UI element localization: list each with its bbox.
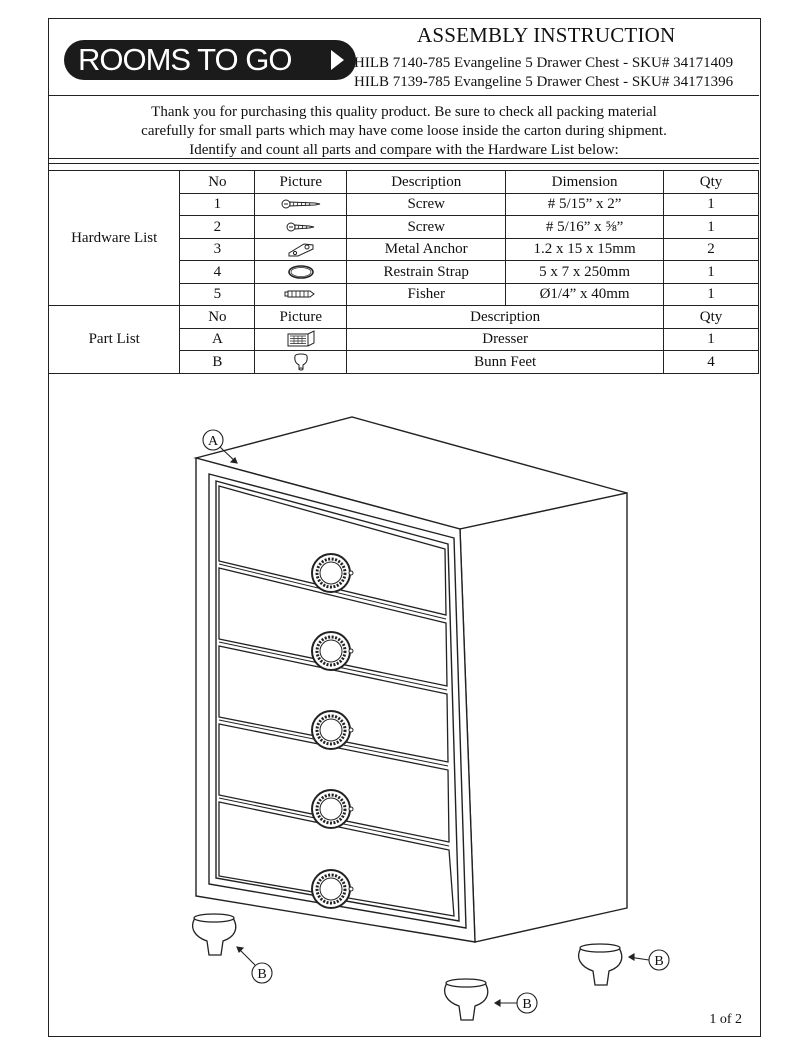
col-picture: Picture <box>255 171 347 194</box>
col-no: No <box>180 306 255 329</box>
fisher-icon <box>255 283 347 306</box>
bunn-foot-icon <box>255 351 347 374</box>
page-title: ASSEMBLY INSTRUCTION <box>417 23 676 47</box>
row-dimension: 5 x 7 x 250mm <box>506 261 664 284</box>
row-no: 3 <box>180 238 255 261</box>
row-dimension: # 5/15” x 2” <box>506 193 664 216</box>
long-screw-icon <box>255 193 347 216</box>
intro-line-1: Thank you for purchasing this quality product. Be sure to check all packing material <box>151 104 657 120</box>
row-no: 4 <box>180 261 255 284</box>
row-no: B <box>180 351 255 374</box>
row-no: 5 <box>180 283 255 306</box>
dresser-illustration <box>49 381 759 1031</box>
row-description: Screw <box>347 193 506 216</box>
header <box>49 19 759 96</box>
row-qty: 4 <box>664 351 759 374</box>
hardware-list-label: Hardware List <box>49 171 180 306</box>
intro-line-2: carefully for small parts which may have come loose inside the carton during shipment. <box>141 123 667 139</box>
play-arrow-icon <box>331 50 344 70</box>
row-dimension: 1.2 x 15 x 15mm <box>506 238 664 261</box>
row-qty: 1 <box>664 328 759 351</box>
dresser-icon <box>255 328 347 351</box>
sku-line-2: HILB 7139-785 Evangeline 5 Drawer Chest - SKU# 34171396 <box>354 74 734 90</box>
hardware-header-row <box>49 171 759 194</box>
row-dimension: Ø1/4” x 40mm <box>506 283 664 306</box>
part-list-label: Part List <box>49 306 180 374</box>
col-qty: Qty <box>664 171 759 194</box>
row-description: Bunn Feet <box>347 351 664 374</box>
row-no: 1 <box>180 193 255 216</box>
callout-b-label: B <box>522 997 532 1012</box>
sku-line-1: HILB 7140-785 Evangeline 5 Drawer Chest - SKU# 34171409 <box>354 55 734 71</box>
hardware-part-table <box>49 170 759 374</box>
row-qty: 1 <box>664 216 759 239</box>
row-qty: 1 <box>664 283 759 306</box>
restrain-strap-icon <box>255 261 347 284</box>
callout-b-label: B <box>654 954 664 969</box>
metal-anchor-icon <box>255 238 347 261</box>
col-qty: Qty <box>664 306 759 329</box>
row-description: Restrain Strap <box>347 261 506 284</box>
row-description: Dresser <box>347 328 664 351</box>
short-screw-icon <box>255 216 347 239</box>
row-qty: 1 <box>664 261 759 284</box>
col-dimension: Dimension <box>506 171 664 194</box>
callout-b-label: B <box>257 967 267 982</box>
row-qty: 2 <box>664 238 759 261</box>
row-no: 2 <box>180 216 255 239</box>
intro-text <box>49 97 759 159</box>
col-picture: Picture <box>255 306 347 329</box>
part-header-row <box>49 306 759 329</box>
divider <box>49 163 759 164</box>
col-description: Description <box>347 171 506 194</box>
row-description: Fisher <box>347 283 506 306</box>
intro-line-3: Identify and count all parts and compare with the Hardware List below: <box>189 142 619 158</box>
chest-diagram <box>49 381 759 1031</box>
row-description: Screw <box>347 216 506 239</box>
brand-logo <box>64 40 356 80</box>
callout-a-label: A <box>207 434 219 449</box>
row-description: Metal Anchor <box>347 238 506 261</box>
instruction-sheet <box>48 18 761 1037</box>
row-dimension: # 5/16” x ⅝” <box>506 216 664 239</box>
logo-text: ROOMS TO GO <box>78 42 292 77</box>
row-no: A <box>180 328 255 351</box>
col-description: Description <box>347 306 664 329</box>
row-qty: 1 <box>664 193 759 216</box>
col-no: No <box>180 171 255 194</box>
page-number: 1 of 2 <box>709 1012 742 1027</box>
